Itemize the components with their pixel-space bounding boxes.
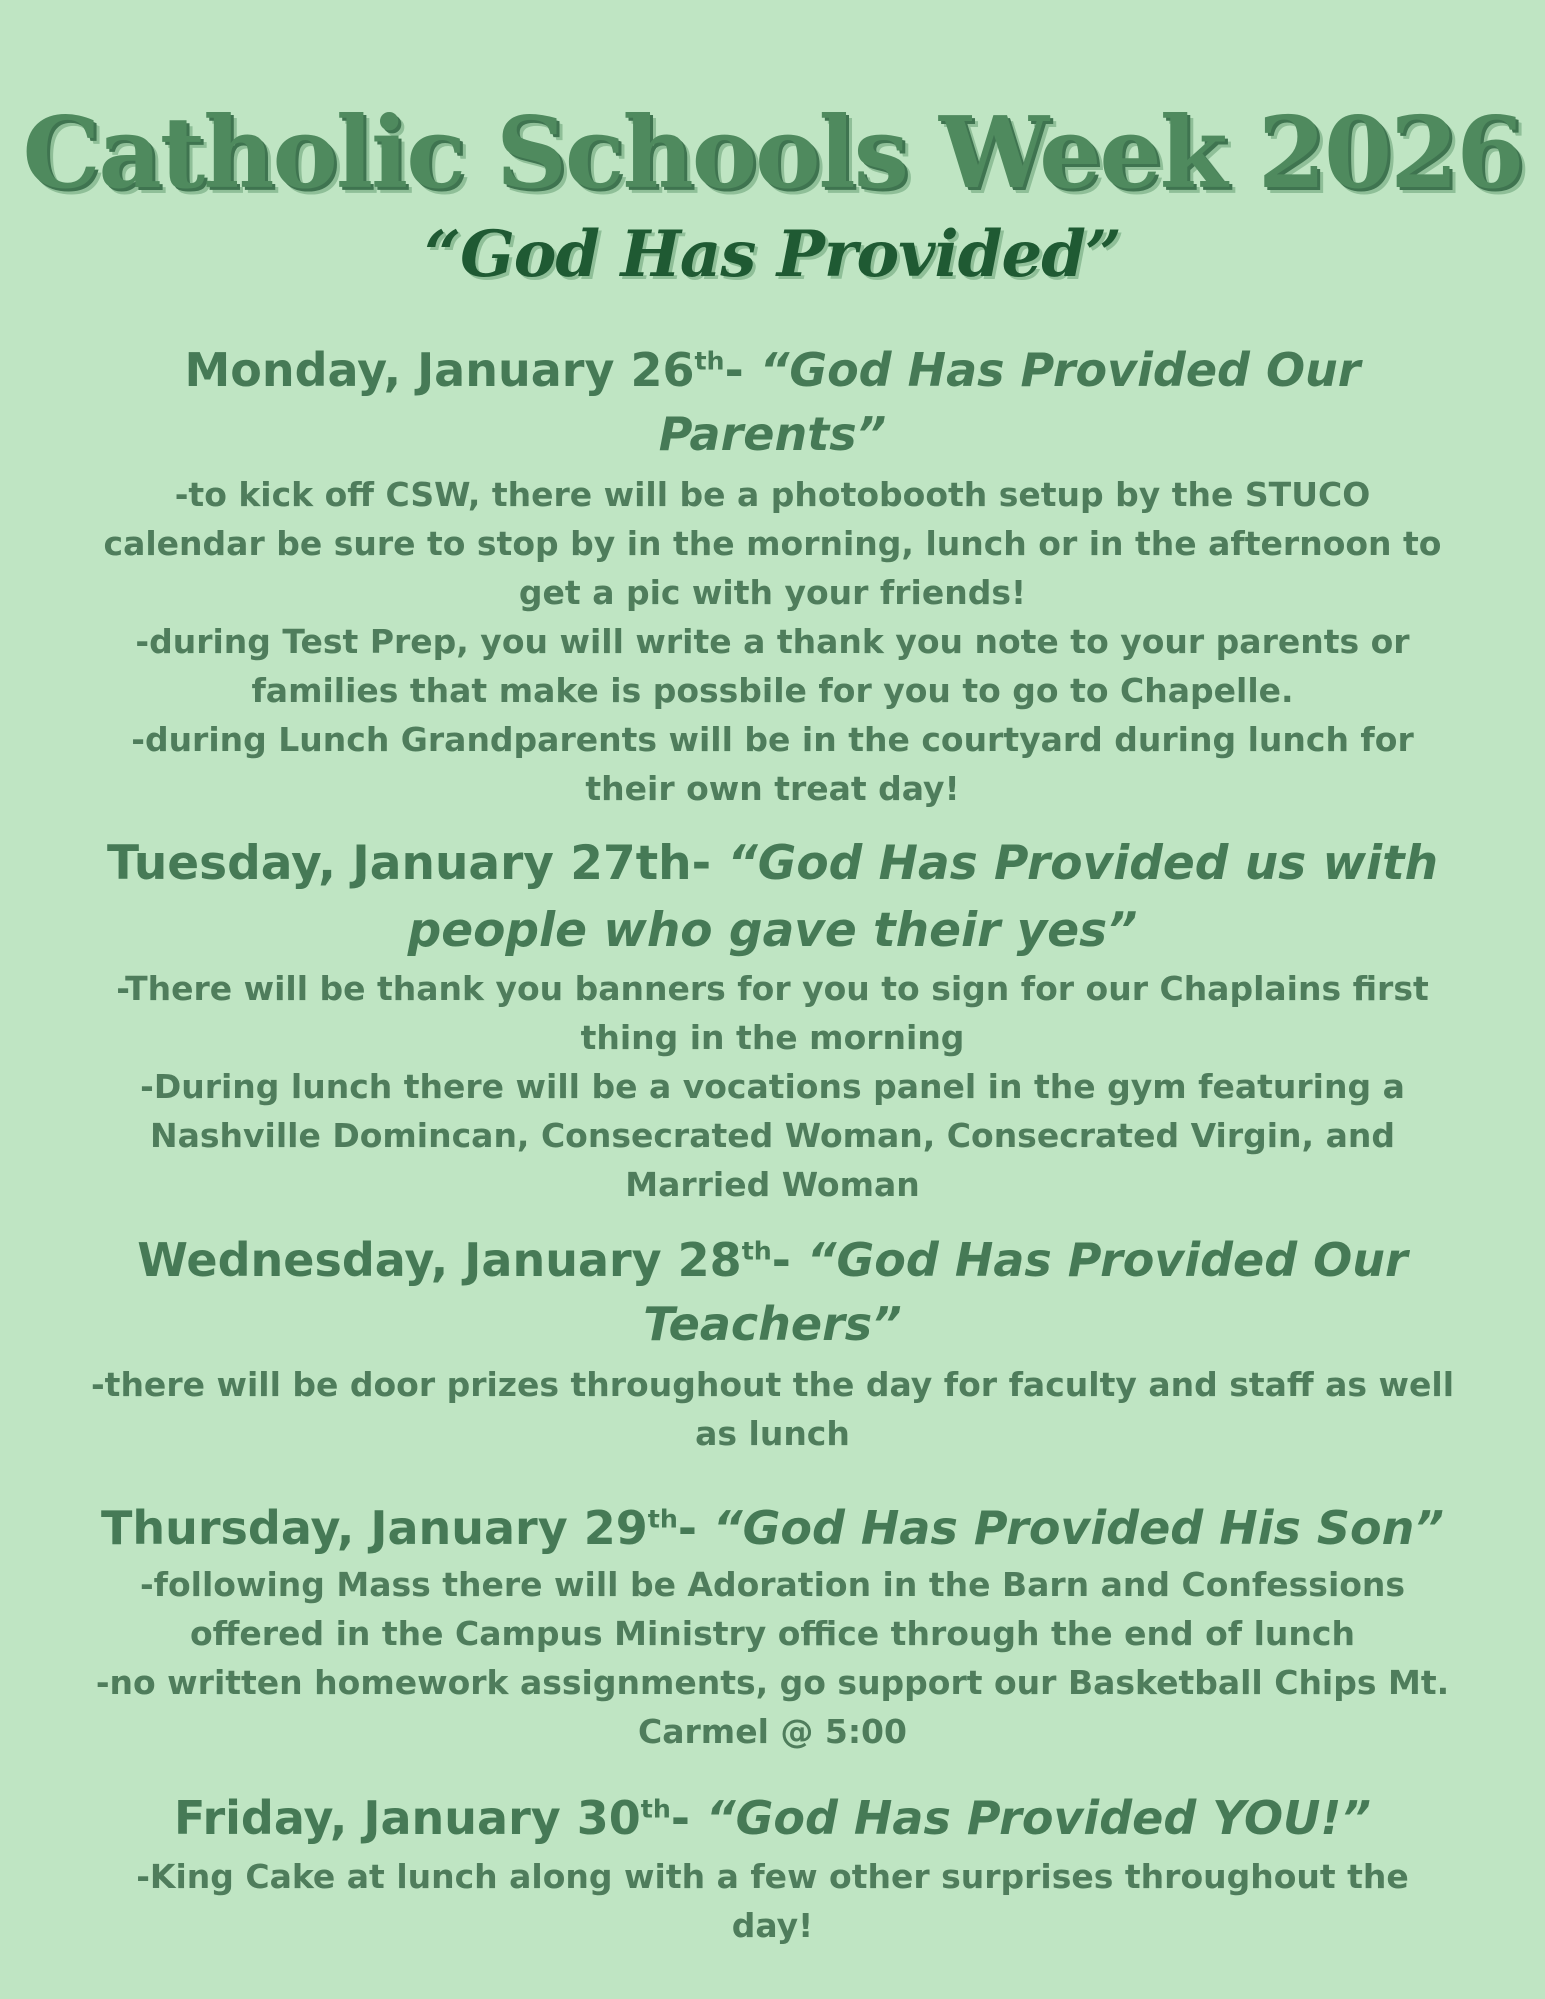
day-theme: “God Has Provided Our Parents”: [658, 343, 1361, 461]
date-suffix: th: [694, 346, 725, 376]
day-date: Thursday, January 29: [100, 1501, 648, 1555]
day-date: Tuesday, January 27th: [106, 836, 692, 891]
day-heading-thursday: [80, 1496, 1465, 1560]
note-line: -during Test Prep, you will write a thank you note to your parents or families that make is possbile for you to go to Chapelle.: [135, 622, 1410, 710]
date-suffix: th: [647, 1504, 678, 1534]
date-suffix: th: [741, 1236, 772, 1266]
note-line: -King Cake at lunch along with a few other surprises throughout the day!: [136, 1857, 1409, 1945]
note-line: -There will be thank you banners for you to sign for our Chaplains first thing in the morning: [116, 969, 1429, 1057]
day-dash: -: [771, 1233, 807, 1287]
day-dash: -: [724, 343, 760, 397]
note-line: -during Lunch Grandparents will be in the courtyard during lunch for their own treat day!: [131, 720, 1414, 808]
day-theme: “God Has Provided Our Teachers”: [643, 1233, 1408, 1351]
day-theme: “God Has Provided us with people who gave their yes”: [407, 836, 1439, 958]
day-dash: -: [677, 1501, 713, 1555]
note-line: -During lunch there will be a vocations panel in the gym featuring a Nashville Domincan, Consecrated Woman, Consecrated Virgin, and Married Woman: [140, 1067, 1405, 1204]
day-dash: -: [691, 836, 728, 891]
day-heading-wednesday: [80, 1228, 1465, 1356]
note-line: -following Mass there will be Adoration in the Barn and Confessions offered in the Campus Ministry office through the end of lunch: [139, 1565, 1406, 1653]
day-notes-friday: [90, 1852, 1455, 1950]
page-subtitle: “God Has Provided”: [424, 217, 1121, 292]
day-notes-tuesday: [90, 964, 1455, 1209]
day-theme: “God Has Provided His Son”: [712, 1501, 1445, 1555]
day-heading-monday: [80, 338, 1465, 466]
day-notes-thursday: [90, 1560, 1455, 1756]
date-suffix: th: [640, 1794, 671, 1824]
day-heading-tuesday: [80, 830, 1465, 964]
note-line: -to kick off CSW, there will be a photobooth setup by the STUCO calendar be sure to stop by in the morning, lunch or in the afternoon to get a pic with your friends!: [103, 475, 1442, 612]
day-heading-friday: [80, 1786, 1465, 1850]
day-theme: “God Has Provided YOU!”: [706, 1791, 1372, 1845]
page-title: Catholic Schools Week 2026: [22, 96, 1523, 211]
day-dash: -: [670, 1791, 706, 1845]
day-notes-monday: [90, 470, 1455, 813]
note-line: -there will be door prizes throughout the day for faculty and staff as well as lunch: [90, 1365, 1455, 1453]
day-date: Wednesday, January 28: [137, 1233, 742, 1287]
day-date: Monday, January 26: [184, 343, 695, 397]
day-date: Friday, January 30: [173, 1791, 641, 1845]
day-notes-wednesday: [90, 1360, 1455, 1458]
note-line: -no written homework assignments, go support our Basketball Chips Mt. Carmel @ 5:00: [95, 1663, 1450, 1751]
